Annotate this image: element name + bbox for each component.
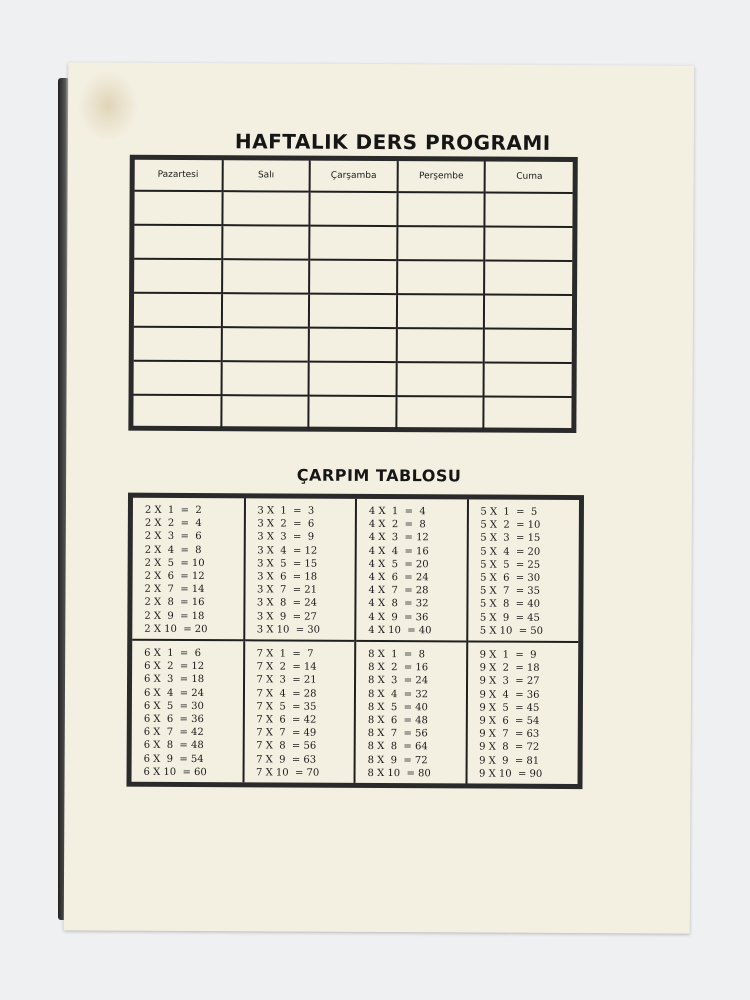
schedule-cell: [309, 362, 397, 396]
multiplication-line: 2 X 3 = 6: [144, 531, 202, 543]
multiplication-line: 3 X 5 = 15: [257, 558, 318, 570]
multiplication-row: [132, 498, 579, 642]
multiplication-line: 4 X 5 = 20: [368, 558, 429, 571]
schedule-cell: [222, 225, 310, 259]
multiplication-table: [126, 493, 584, 789]
multiplication-line: 7 X 4 = 28: [256, 687, 317, 700]
times-table-7: [243, 640, 355, 783]
multiplication-line: 8 X 7 = 56: [367, 728, 428, 740]
multiplication-line: 9 X 9 = 81: [479, 755, 540, 767]
multiplication-line: 4 X 1 = 4: [368, 505, 426, 518]
schedule-cell: [310, 192, 398, 226]
schedule-cell: [134, 225, 222, 259]
times-table-9: [466, 641, 578, 784]
schedule-cell: [396, 362, 484, 396]
multiplication-line: 6 X 1 = 6: [144, 647, 202, 660]
multiplication-line: 2 X 1 = 2: [144, 504, 202, 517]
multiplication-line: 2 X 4 = 8: [144, 544, 202, 556]
multiplication-line: 3 X 1 = 3: [257, 505, 315, 517]
schedule-cell: [221, 395, 309, 428]
multiplication-line: 2 X 9 = 18: [144, 610, 205, 622]
multiplication-line: 5 X 9 = 45: [479, 612, 540, 624]
multiplication-line: 5 X 8 = 40: [479, 598, 541, 611]
schedule-cell: [397, 294, 485, 328]
multiplication-line: 3 X 9 = 27: [256, 610, 317, 623]
schedule-cell: [134, 327, 222, 361]
schedule-cell: [221, 361, 309, 395]
multiplication-line: 6 X 10 = 60: [143, 766, 207, 778]
multiplication-line: 4 X 8 = 32: [368, 598, 429, 610]
schedule-row: [133, 395, 571, 430]
multiplication-line: 6 X 9 = 54: [143, 753, 204, 765]
weekly-schedule-table: [128, 155, 577, 433]
schedule-cell: [222, 259, 310, 293]
multiplication-line: 3 X 10 = 30: [256, 624, 321, 636]
schedule-cell: [484, 397, 572, 430]
multiplication-line: 4 X 9 = 36: [368, 611, 429, 623]
schedule-cell: [134, 361, 222, 395]
schedule-title: HAFTALIK DERS PROGRAMI: [234, 129, 551, 155]
schedule-cell: [397, 226, 485, 260]
multiplication-line: 3 X 8 = 24: [256, 597, 318, 610]
multiplication-line: 6 X 3 = 18: [144, 674, 205, 686]
multiplication-line: 8 X 1 = 8: [368, 648, 426, 661]
multiplication-line: 7 X 1 = 7: [256, 648, 314, 660]
schedule-header-row: [135, 160, 573, 193]
schedule-row: [134, 191, 572, 227]
multiplication-line: 5 X 10 = 50: [479, 625, 544, 637]
schedule-cell: [484, 329, 572, 363]
multiplication-line: 8 X 2 = 16: [368, 662, 429, 674]
day-monday: Pazartesi: [157, 169, 199, 181]
multiplication-line: 4 X 6 = 24: [368, 571, 429, 584]
multiplication-line: 3 X 6 = 18: [257, 571, 318, 583]
multiplication-line: 3 X 4 = 12: [257, 544, 318, 557]
multiplication-line: 2 X 10 = 20: [144, 623, 208, 635]
multiplication-line: 3 X 3 = 9: [257, 531, 315, 544]
multiplication-line: 6 X 6 = 36: [143, 713, 204, 726]
schedule-cell: [484, 261, 572, 295]
multiplication-line: 8 X 4 = 32: [367, 688, 429, 700]
schedule-cell: [134, 293, 222, 327]
multiplication-line: 7 X 6 = 42: [256, 714, 317, 726]
multiplication-line: 9 X 4 = 36: [479, 689, 540, 701]
schedule-row: [134, 293, 572, 329]
multiplication-title: ÇARPIM TABLOSU: [296, 465, 462, 486]
day-wednesday: Çarşamba: [310, 161, 398, 192]
schedule-cell: [134, 191, 222, 225]
multiplication-line: 5 X 4 = 20: [480, 546, 541, 558]
multiplication-line: 9 X 10 = 90: [479, 768, 543, 780]
multiplication-line: 5 X 5 = 25: [480, 559, 541, 571]
multiplication-line: 5 X 7 = 35: [479, 585, 541, 598]
multiplication-line: 4 X 7 = 28: [368, 585, 429, 597]
multiplication-line: 7 X 7 = 49: [256, 727, 317, 739]
multiplication-line: 7 X 3 = 21: [256, 674, 317, 687]
schedule-cell: [309, 328, 397, 362]
multiplication-line: 6 X 4 = 24: [143, 687, 205, 699]
multiplication-line: 5 X 2 = 10: [480, 519, 541, 532]
schedule-cell: [485, 227, 573, 261]
times-table-6: [132, 640, 244, 783]
multiplication-line: 9 X 8 = 72: [479, 741, 540, 754]
multiplication-line: 9 X 1 = 9: [479, 649, 537, 661]
schedule-cell: [221, 327, 309, 361]
multiplication-line: 5 X 6 = 30: [480, 572, 541, 584]
schedule-cell: [484, 363, 572, 397]
schedule-cell: [396, 328, 484, 362]
schedule-cell: [484, 295, 572, 329]
multiplication-line: 4 X 3 = 12: [368, 532, 429, 544]
multiplication-line: 6 X 2 = 12: [144, 660, 205, 673]
multiplication-line: 7 X 10 = 70: [256, 767, 320, 779]
multiplication-line: 6 X 7 = 42: [143, 726, 204, 739]
times-table-3: [244, 498, 356, 641]
schedule-cell: [309, 396, 397, 429]
multiplication-line: 5 X 3 = 15: [480, 532, 541, 545]
multiplication-line: 7 X 8 = 56: [256, 740, 317, 753]
multiplication-line: 2 X 2 = 4: [144, 517, 202, 530]
schedule-cell: [134, 259, 222, 293]
schedule-cell: [485, 193, 573, 227]
multiplication-line: 2 X 8 = 16: [144, 597, 205, 609]
schedule-cell: [396, 396, 484, 429]
multiplication-line: 9 X 5 = 45: [479, 702, 540, 714]
schedule-cell: [221, 293, 309, 327]
multiplication-line: 7 X 2 = 14: [256, 661, 317, 673]
times-table-2: [132, 498, 244, 641]
multiplication-line: 4 X 4 = 16: [368, 545, 429, 557]
schedule-row: [134, 259, 572, 295]
multiplication-line: 8 X 5 = 40: [367, 701, 428, 714]
multiplication-line: 4 X 2 = 8: [368, 519, 426, 531]
multiplication-line: 7 X 5 = 35: [256, 701, 317, 713]
day-friday: Cuma: [485, 162, 573, 193]
schedule-row: [134, 327, 572, 363]
notebook-back-cover: [64, 62, 695, 933]
multiplication-line: 9 X 3 = 27: [479, 675, 540, 688]
multiplication-line: 8 X 8 = 64: [367, 741, 428, 753]
day-tuesday: Salı: [222, 160, 310, 191]
multiplication-line: 9 X 7 = 63: [479, 728, 540, 741]
multiplication-line: 8 X 9 = 72: [367, 754, 428, 766]
schedule-cell: [309, 260, 397, 294]
schedule-cell: [397, 260, 485, 294]
multiplication-line: 6 X 8 = 48: [143, 740, 204, 752]
multiplication-line: 5 X 1 = 5: [480, 506, 538, 518]
multiplication-line: 8 X 10 = 80: [367, 767, 431, 780]
multiplication-line: 4 X 10 = 40: [368, 624, 432, 637]
multiplication-line: 6 X 5 = 30: [143, 700, 204, 712]
schedule-cell: [309, 294, 397, 328]
times-table-8: [355, 641, 467, 784]
times-table-5: [467, 499, 579, 642]
multiplication-line: 2 X 7 = 14: [144, 583, 205, 596]
multiplication-line: 9 X 6 = 54: [479, 715, 540, 727]
times-table-4: [355, 499, 467, 642]
day-thursday: Perşembe: [397, 161, 485, 192]
multiplication-row: [132, 640, 579, 784]
multiplication-line: 3 X 2 = 6: [257, 518, 315, 530]
schedule-cell: [222, 191, 310, 225]
multiplication-line: 7 X 9 = 63: [256, 753, 317, 766]
multiplication-line: 8 X 3 = 24: [368, 675, 429, 687]
schedule-cell: [397, 192, 485, 226]
schedule-cell: [133, 395, 221, 428]
schedule-row: [134, 225, 572, 261]
schedule-row: [134, 361, 572, 397]
multiplication-line: 9 X 2 = 18: [479, 662, 540, 675]
multiplication-line: 2 X 6 = 12: [144, 570, 205, 583]
multiplication-line: 8 X 6 = 48: [367, 714, 428, 727]
multiplication-line: 2 X 5 = 10: [144, 557, 205, 569]
schedule-cell: [309, 226, 397, 260]
multiplication-line: 3 X 7 = 21: [256, 584, 318, 596]
